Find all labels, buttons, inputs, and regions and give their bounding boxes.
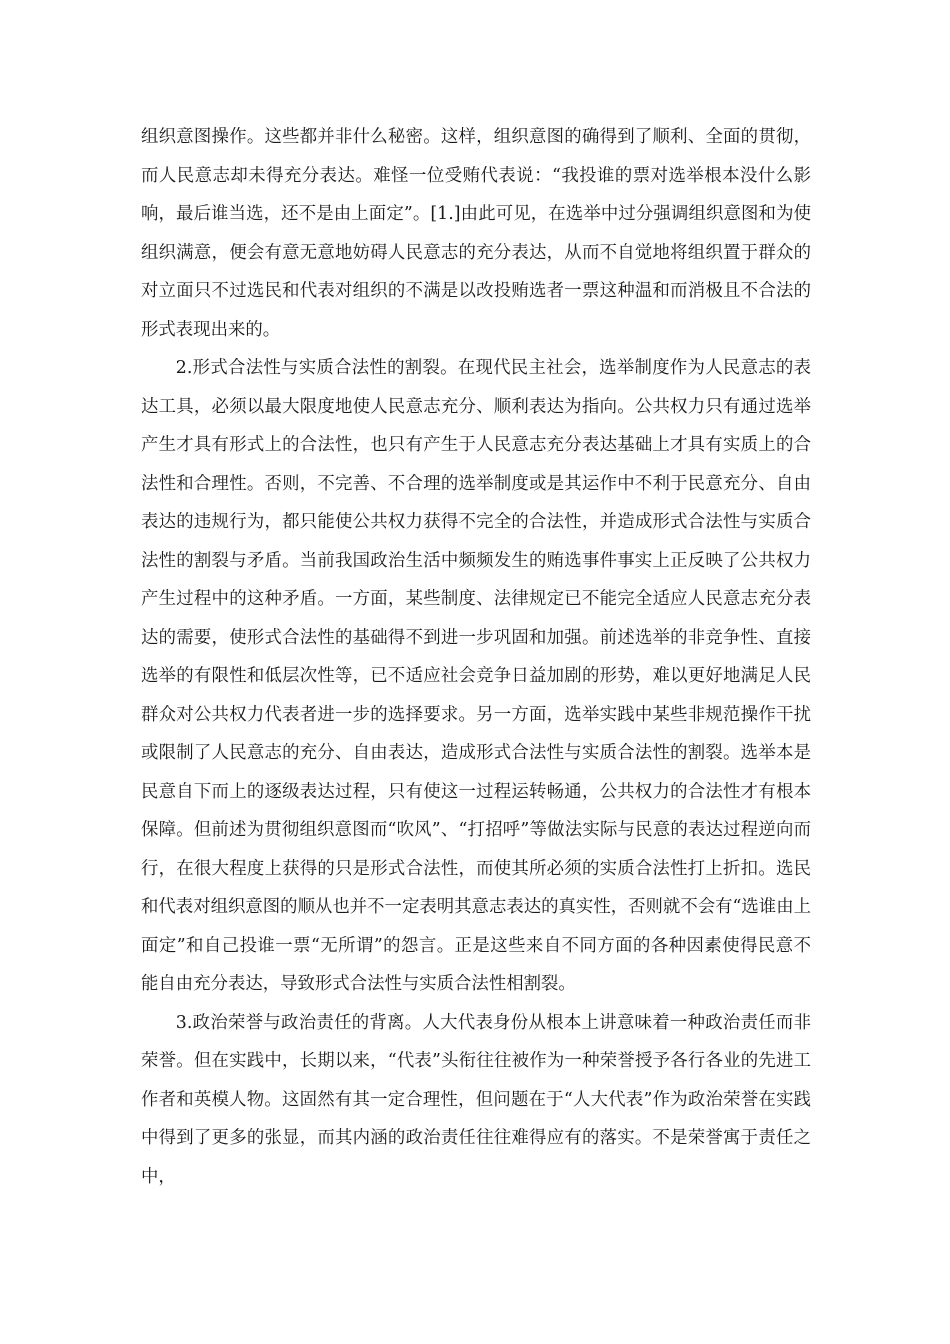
- paragraph-section-2: 2.形式合法性与实质合法性的割裂。在现代民主社会，选举制度作为人民意志的表达工具，必须以最大限度地使人民意志充分、顺利表达为指向。公共权力只有通过选举产生才具有形式上的合法性，也只有产生于人民意志充分表达基础上才具有实质上的合法性和合理性。否则，不完善、不合理的选举制度或是其运作中不利于民意充分、自由表达的违规行为，都只能使公共权力获得不完全的合法性，并造成形式合法性与实质合法性的割裂与矛盾。当前我国政治生活中频频发生的贿选事件事实上正反映了公共权力产生过程中的这种矛盾。一方面，某些制度、法律规定已不能完全适应人民意志充分表达的需要，使形式合法性的基础得不到进一步巩固和加强。前述选举的非竞争性、直接选举的有限性和低层次性等，已不适应社会竞争日益加剧的形势，难以更好地满足人民群众对公共权力代表者进一步的选择要求。另一方面，选举实践中某些非规范操作干扰或限制了人民意志的充分、自由表达，造成形式合法性与实质合法性的割裂。选举本是民意自下而上的逐级表达过程，只有使这一过程运转畅通，公共权力的合法性才有根本保障。但前述为贯彻组织意图而“吹风”、“打招呼”等做法实际与民意的表达过程逆向而行，在很大程度上获得的只是形式合法性，而使其所必须的实质合法性打上折扣。选民和代表对组织意图的顺从也并不一定表明其意志表达的真实性，否则就不会有“选谁由上面定”和自己投谁一票“无所谓”的怨言。正是这些来自不同方面的各种因素使得民意不能自由充分表达，导致形式合法性与实质合法性相割裂。: [141, 358, 811, 994]
- paragraph-section-3: 3.政治荣誉与政治责任的背离。人大代表身份从根本上讲意味着一种政治责任而非荣誉。但在实践中，长期以来，“代表”头衔往往被作为一种荣誉授予各行各业的先进工作者和英模人物。这固然有其一定合理性，但问题在于“人大代表”作为政治荣誉在实践中得到了更多的张显，而其内涵的政治责任往往难得应有的落实。不是荣誉寓于责任之中，: [141, 1012, 811, 1187]
- document-body: [141, 118, 811, 1196]
- paragraph-continuation: 组织意图操作。这些都并非什么秘密。这样，组织意图的确得到了顺利、全面的贯彻，而人民意志却未得充分表达。难怪一位受贿代表说：“我投谁的票对选举根本没什么影响，最后谁当选，还不是由上面定”。[1.]由此可见，在选举中过分强调组织意图和为使组织满意，便会有意无意地妨碍人民意志的充分表达，从而不自觉地将组织置于群众的对立面只不过选民和代表对组织的不满是以改投贿选者一票这种温和而消极且不合法的形式表现出来的。: [141, 127, 811, 340]
